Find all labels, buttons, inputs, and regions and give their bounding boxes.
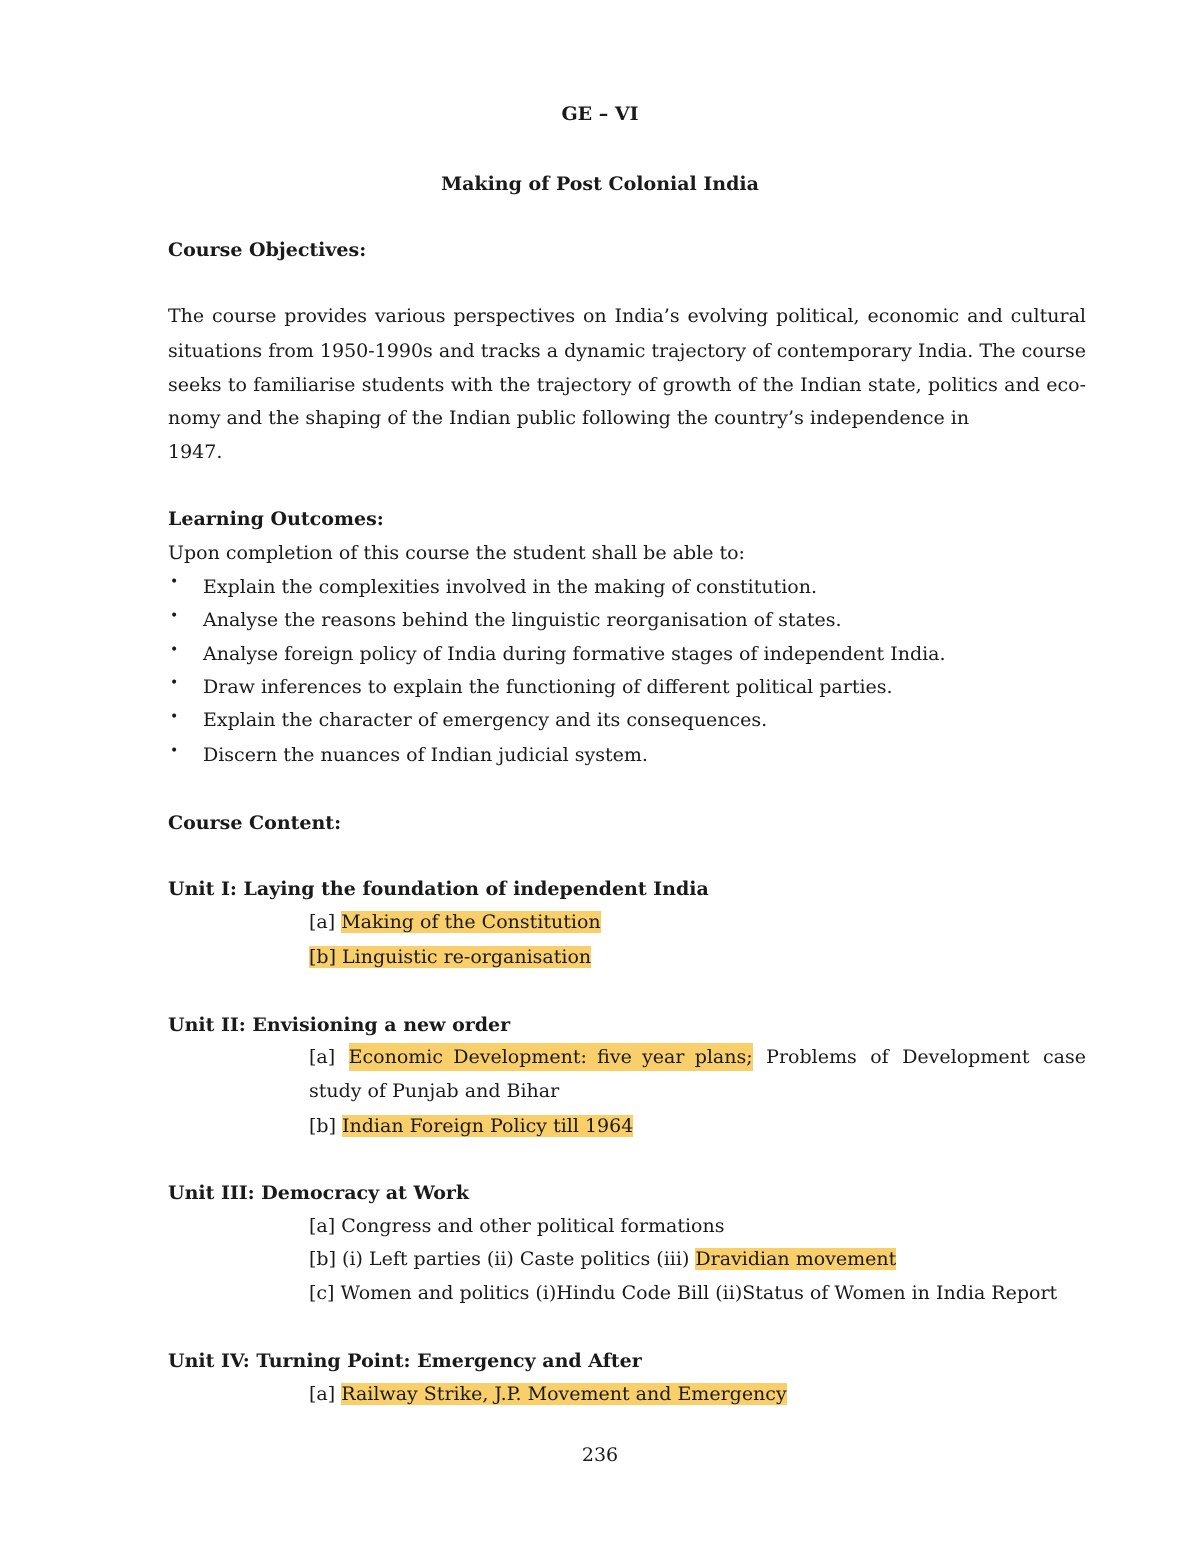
page-title: Making of Post Colonial India bbox=[441, 173, 759, 195]
content-heading: Course Content: bbox=[168, 812, 342, 834]
unit-3-title: Unit III: Democracy at Work bbox=[168, 1182, 470, 1204]
bullet-icon: • bbox=[170, 574, 179, 590]
unit-4-item-a: [a] Railway Strike, J.P. Movement and Emergency bbox=[309, 1383, 787, 1405]
objectives-line-2: situations from 1950-1990s and tracks a dynamic trajectory of contemporary India. The course bbox=[168, 340, 1086, 362]
course-code: GE – VI bbox=[561, 103, 639, 125]
outcome-item: Analyse foreign policy of India during formative stages of independent India. bbox=[203, 643, 946, 665]
objectives-heading: Course Objectives: bbox=[168, 239, 367, 261]
outcomes-intro: Upon completion of this course the student shall be able to: bbox=[168, 542, 745, 564]
unit-4-title: Unit IV: Turning Point: Emergency and After bbox=[168, 1350, 642, 1372]
objectives-line-1: The course provides various perspectives on India’s evolving political, economic and cultural bbox=[168, 305, 1086, 327]
objectives-line-3: seeks to familiarise students with the trajectory of growth of the Indian state, politics and eco- bbox=[168, 374, 1086, 396]
unit-1-title: Unit I: Laying the foundation of independent India bbox=[168, 878, 709, 900]
unit-1-item-a: [a] Making of the Constitution bbox=[309, 911, 601, 933]
unit-3-item-b: [b] (i) Left parties (ii) Caste politics (iii) Dravidian movement bbox=[309, 1248, 897, 1270]
unit-2-item-b: [b] Indian Foreign Policy till 1964 bbox=[309, 1115, 634, 1137]
unit-2-item-a-line-2: study of Punjab and Bihar bbox=[309, 1080, 560, 1102]
bullet-icon: • bbox=[170, 709, 179, 725]
unit-2-item-a-line-1: [a] Economic Development: five year plans; Problems of Development case bbox=[309, 1043, 1086, 1071]
bullet-icon: • bbox=[170, 743, 179, 759]
unit-1-item-b: [b] Linguistic re-organisation bbox=[309, 946, 592, 968]
objectives-line-5: 1947. bbox=[168, 441, 223, 463]
outcome-item: Explain the character of emergency and its consequences. bbox=[203, 709, 768, 731]
page-number: 236 bbox=[581, 1444, 619, 1466]
bullet-icon: • bbox=[170, 642, 179, 658]
bullet-icon: • bbox=[170, 675, 179, 691]
unit-3-item-c: [c] Women and politics (i)Hindu Code Bill (ii)Status of Women in India Report bbox=[309, 1282, 1058, 1304]
unit-3-item-a: [a] Congress and other political formations bbox=[309, 1215, 725, 1237]
unit-2-title: Unit II: Envisioning a new order bbox=[168, 1014, 511, 1036]
outcome-item: Discern the nuances of Indian judicial system. bbox=[203, 744, 648, 766]
outcomes-heading: Learning Outcomes: bbox=[168, 508, 384, 530]
outcome-item: Analyse the reasons behind the linguistic reorganisation of states. bbox=[203, 609, 842, 631]
bullet-icon: • bbox=[170, 608, 179, 624]
outcome-item: Explain the complexities involved in the making of constitution. bbox=[203, 576, 817, 598]
outcome-item: Draw inferences to explain the functioning of different political parties. bbox=[203, 676, 893, 698]
objectives-line-4: nomy and the shaping of the Indian public following the country’s independence in bbox=[168, 407, 970, 429]
